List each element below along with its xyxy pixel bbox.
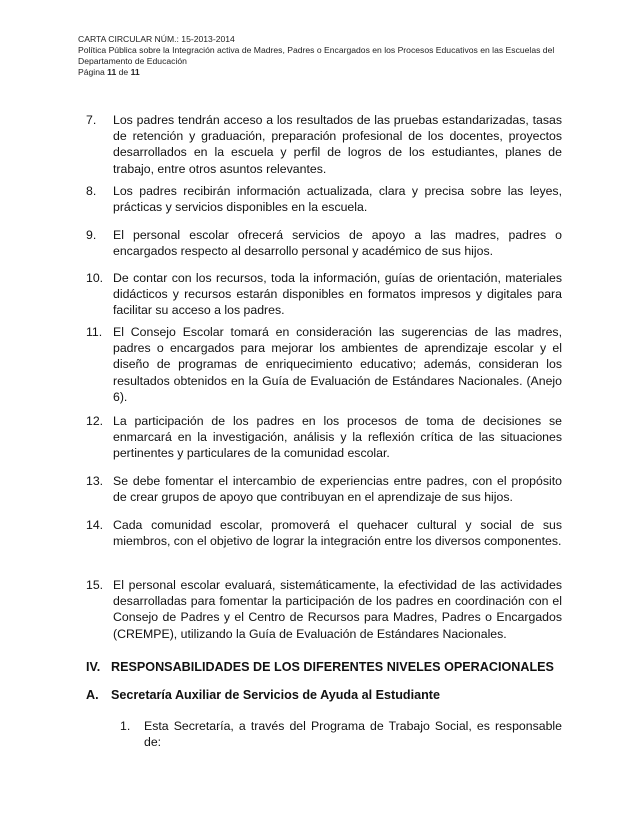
list-item bbox=[86, 270, 562, 319]
list-item bbox=[86, 227, 562, 259]
list-item-text: La participación de los padres en los procesos de toma de decisiones se enmarcará en la investigación, análisis y la reflexión crítica de las situaciones pertinentes y particulares de la comunidad escolar. bbox=[113, 414, 562, 461]
list-item-number: 13. bbox=[86, 474, 104, 488]
subsection-title: Secretaría Auxiliar de Servicios de Ayuda al Estudiante bbox=[111, 688, 440, 702]
section-title: RESPONSABILIDADES DE LOS DIFERENTES NIVELES OPERACIONALES bbox=[111, 660, 554, 674]
section-heading-iv bbox=[86, 659, 566, 675]
list-item bbox=[86, 112, 562, 177]
list-item bbox=[86, 324, 562, 405]
sub-list-item bbox=[120, 718, 562, 750]
list-item-number: 12. bbox=[86, 414, 104, 428]
list-item bbox=[86, 473, 562, 505]
list-item-number: 11. bbox=[86, 325, 103, 339]
circular-number: CARTA CIRCULAR NÚM.: 15-2013-2014 bbox=[78, 34, 235, 44]
list-item-text: Los padres recibirán información actualizada, clara y precisa sobre las leyes, prácticas y servicios disponibles en la escuela. bbox=[113, 184, 562, 215]
page-current: 11 bbox=[107, 67, 117, 77]
list-item-number: 10. bbox=[86, 271, 104, 285]
list-item-text: El personal escolar evaluará, sistemáticamente, la efectividad de las actividades desarrolladas para fomentar la participación de los padres en coordinación con el Consejo de Padres y el Centro de Recursos para Madres, Padres o Encargados (CREMPE), utilizando la Guía de Evaluación de Estándares Nacionales. bbox=[113, 578, 562, 641]
list-item-text: Se debe fomentar el intercambio de experiencias entre padres, con el propósito de crear grupos de apoyo que contribuyan en el aprendizaje de sus hijos. bbox=[113, 474, 562, 505]
page-header bbox=[78, 34, 568, 78]
list-item-number: 8. bbox=[86, 184, 97, 198]
list-item bbox=[86, 577, 562, 642]
list-item-text: El Consejo Escolar tomará en consideración las sugerencias de las madres, padres o encargados para mejorar los ambientes de aprendizaje escolar y el diseño de programas de enriquecimiento educativo; además, consideran los resultados obtenidos en la Guía de Evaluación de Estándares Nacionales. (Anejo 6). bbox=[113, 325, 562, 404]
subsection-heading-a bbox=[86, 687, 566, 703]
list-item-text: Cada comunidad escolar, promoverá el quehacer cultural y social de sus miembros, con el objetivo de lograr la integración entre los diversos componentes. bbox=[113, 518, 562, 549]
list-item-number: 15. bbox=[86, 578, 104, 592]
list-item-number: 14. bbox=[86, 518, 104, 532]
sub-list-item-text: Esta Secretaría, a través del Programa de Trabajo Social, es responsable de: bbox=[144, 719, 562, 750]
list-item-number: 9. bbox=[86, 228, 97, 242]
list-item bbox=[86, 413, 562, 462]
page-prefix: Página bbox=[78, 67, 108, 77]
page-indicator bbox=[78, 67, 568, 78]
list-item-text: Los padres tendrán acceso a los resultados de las pruebas estandarizadas, tasas de retención y graduación, preparación profesional de los docentes, proyectos desarrollados en la escuela y perfil de logros de los estudiantes, planes de trabajo, entre otros asuntos relevantes. bbox=[113, 113, 562, 176]
page-of: de bbox=[116, 67, 131, 77]
subsection-letter: A. bbox=[86, 688, 99, 702]
list-item-text: De contar con los recursos, toda la información, guías de orientación, materiales didácticos y recursos estarán disponibles en formatos impresos y digitales para facilitar su acceso a los padres. bbox=[113, 271, 562, 318]
list-item bbox=[86, 517, 562, 549]
sub-list-item-number: 1. bbox=[120, 719, 131, 733]
list-item-number: 7. bbox=[86, 113, 97, 127]
policy-title: Política Pública sobre la Integración activa de Madres, Padres o Encargados en los Procesos Educativos en las Escuelas del Departamento de Educación bbox=[78, 45, 555, 66]
page-total: 11 bbox=[130, 67, 140, 77]
section-number: IV. bbox=[86, 660, 101, 674]
list-item bbox=[86, 183, 562, 215]
list-item-text: El personal escolar ofrecerá servicios de apoyo a las madres, padres o encargados respecto al desarrollo personal y académico de sus hijos. bbox=[113, 228, 562, 259]
